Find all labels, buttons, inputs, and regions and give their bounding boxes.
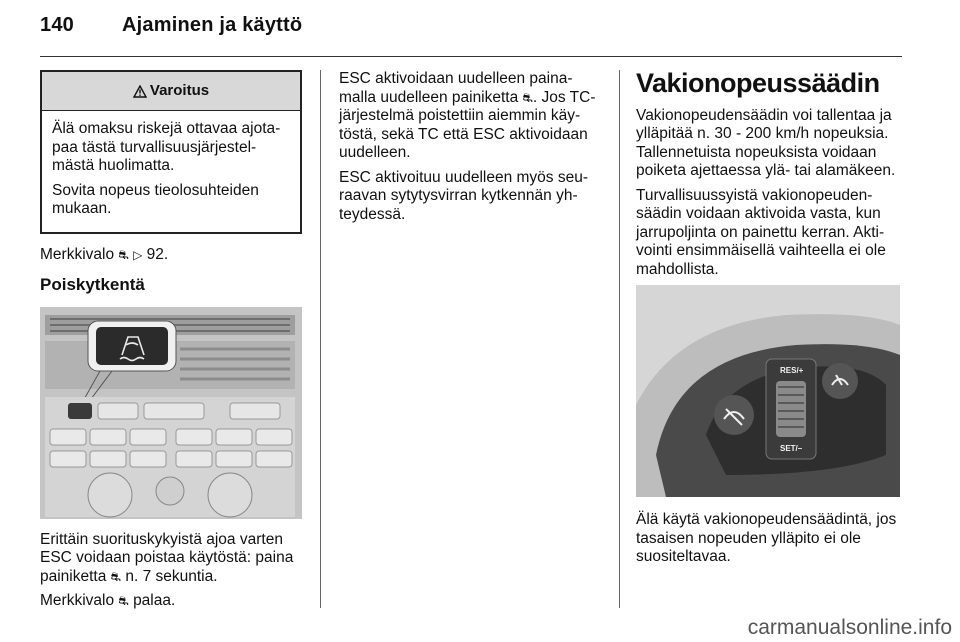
column-3 [636,70,902,573]
dashboard-figure [40,307,302,519]
esc-off-icon: ⛐ [110,569,122,584]
warning-body [42,111,300,232]
col1-paragraph-2: Merkkivalo ⛐ palaa. [40,592,176,609]
col1-paragraph-1: Erittäin suorituskykyistä ajoa varten ESC voidaan poistaa käytöstä: paina painiketta ⛐ n. 7 sekuntia. [40,530,294,585]
col3-paragraph-3: Älä käytä vakionopeudensäädintä, jos tasaisen nopeuden ylläpito ei ole suositeltavaa. [636,511,897,565]
section-heading-poiskytkenta: Poiskytkentä [40,275,145,294]
set-button-label: SET/– [780,444,803,453]
res-button-label: RES/+ [780,366,804,375]
esc-off-icon: ⛐ [118,247,129,262]
warning-text-1: Älä omaksu riskejä ottavaa ajota-paa tästä turvallisuusjärjestel-mästä huolimatta. [52,120,281,174]
indicator-line: Merkkivalo ⛐ ▷ 92. [40,245,169,263]
col3-paragraph-1: Vakionopeudensäädin voi tallentaa ja ylläpitää n. 30 - 200 km/h nopeuksia. Tallennetuista nopeuksista voidaan poiketa ajettaessa ylä- tai alamäkeen. [636,106,896,179]
page-header [40,14,303,37]
section-heading-vakionopeussaadin: Vakionopeussäädin [636,68,880,98]
col2-paragraph-1: ESC aktivoidaan uudelleen paina-malla uudelleen painiketta ⛐. Jos TC-järjestelmä poistettiin aiemmin käy-töstä, sekä TC että ESC aktivoidaan uudelleen. [339,70,596,161]
column-divider-2 [619,70,620,608]
page-ref-arrow-icon: ▷ [133,247,143,262]
col2-paragraph-2: ESC aktivoituu uudelleen myös seu-raavan sytytysvirran kytkennän yh-teydessä. [339,168,588,223]
watermark: carmanualsonline.info [747,616,952,639]
page-title: Ajaminen ja käyttö [122,14,303,36]
column-divider-1 [320,70,321,608]
col3-paragraph-2: Turvallisuussyistä vakionopeuden-säädin voidaan aktivoida vasta, kun jarrupoljinta on painettu kerran. Akti-vointi ensimmäisellä vaihteella ei ole mahdollista. [636,186,886,278]
warning-triangle-icon [133,85,147,98]
steering-wheel-figure [636,285,900,497]
header-rule [40,56,902,57]
column-2 [339,70,604,230]
warning-box [40,70,302,234]
warning-title: Varoitus [149,81,210,99]
warning-text-2: Sovita nopeus tieolosuhteiden mukaan. [52,181,259,217]
warning-header [42,72,300,111]
column-1 [40,70,302,617]
page-number: 140 [40,14,74,36]
esc-indicator-icon: ⛐ [118,594,129,608]
esc-off-icon: ⛐ [522,90,533,105]
